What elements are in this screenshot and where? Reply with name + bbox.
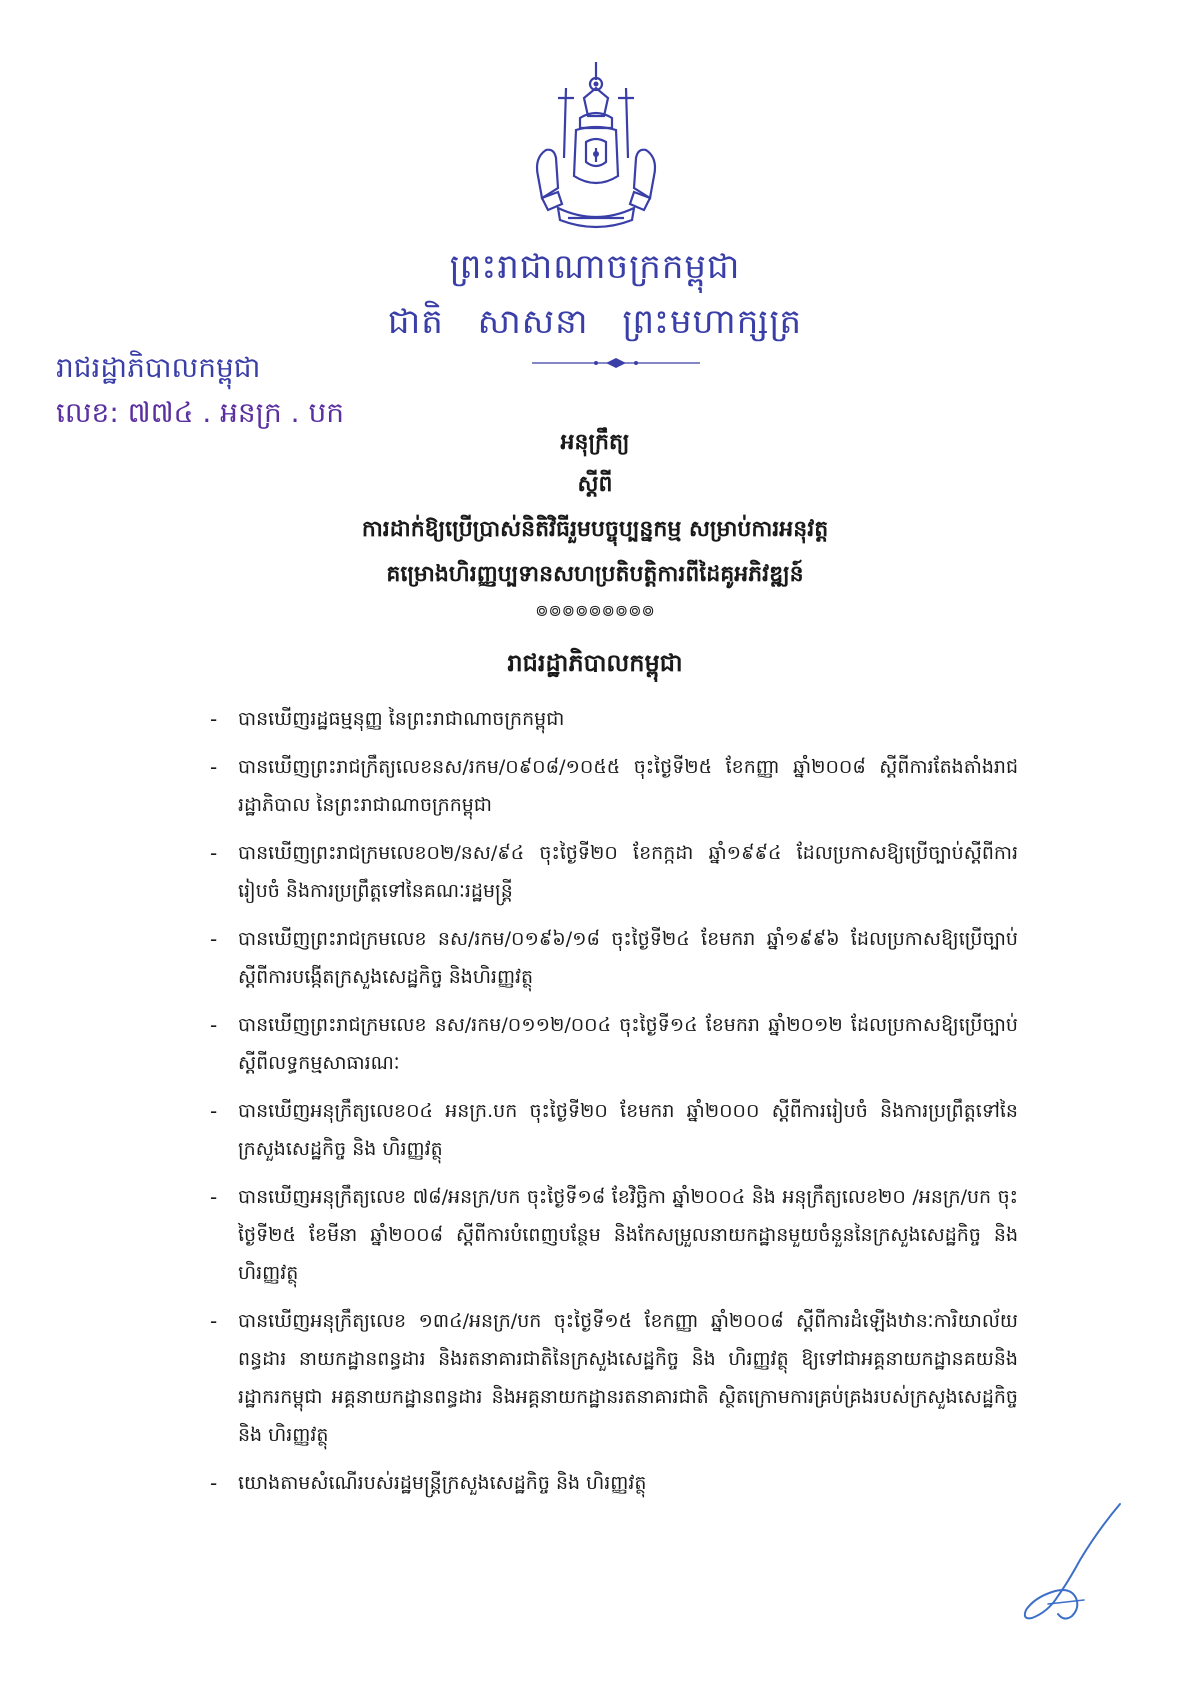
clause-item: [210, 1006, 1018, 1082]
royal-coat-of-arms-emblem: [528, 58, 664, 238]
clause-text: បានឃើញអនុក្រឹត្យលេខ០៤ អនក្រ.បក ចុះថ្ងៃទី២០ ខែមករា ឆ្នាំ២០០០ ស្ដីពីការរៀបចំ និងការប្រព្រឹត្តទៅនៃក្រសួងសេដ្ឋកិច្ច និង ហិរញ្ញវត្ថុ: [238, 1100, 1018, 1160]
clause-bullet: -: [210, 707, 218, 731]
clause-text: បានឃើញអនុក្រឹត្យលេខ ៧៨/អនក្រ/បក ចុះថ្ងៃទី១៨ ខែវិច្ឆិកា ឆ្នាំ២០០៤ និង អនុក្រឹត្យលេខ២០ /អនក្រ/បក ចុះថ្ងៃទី២៥ ខែមីនា ឆ្នាំ២០០៨ ស្ដីពីការបំពេញបន្ថែម និងកែសម្រួលនាយកដ្ឋានមួយចំនួននៃក្រសួងសេដ្ឋកិច្ច និង ហិរញ្ញវត្ថុ: [238, 1186, 1018, 1284]
clause-bullet: -: [210, 1309, 218, 1333]
clause-bullet: -: [210, 1099, 218, 1123]
document-type: អនុក្រឹត្យ: [560, 430, 630, 455]
title-connector: ស្ដីពី: [577, 472, 613, 497]
issuer-name: រាជរដ្ឋាភិបាលកម្ពុជា: [56, 351, 261, 384]
clause-text: បានឃើញរដ្ឋធម្មនុញ្ញ នៃព្រះរាជាណាចក្រកម្ពុជា: [238, 708, 565, 730]
clause-text: បានឃើញព្រះរាជក្រឹត្យលេខនស/រកម/០៩០៨/១០៥៥ ចុះថ្ងៃទី២៥ ខែកញ្ញា ឆ្នាំ២០០៨ ស្ដីពីការតែងតាំងរាជរដ្ឋាភិបាល នៃព្រះរាជាណាចក្រកម្ពុជា: [238, 756, 1018, 816]
clause-bullet: -: [210, 1471, 218, 1495]
clause-text: បានឃើញព្រះរាជក្រមលេខ០២/នស/៩៤ ចុះថ្ងៃទី២០ ខែកក្កដា ឆ្នាំ១៩៩៤ ដែលប្រកាសឱ្យប្រើច្បាប់ស្ដីពីការរៀបចំ និងការប្រព្រឹត្តទៅនៃគណៈរដ្ឋមន្ត្រី: [238, 842, 1018, 902]
clause-bullet: -: [210, 927, 218, 951]
clause-text: បានឃើញព្រះរាជក្រមលេខ នស/រកម/០១៩៦/១៨ ចុះថ្ងៃទី២៤ ខែមករា ឆ្នាំ១៩៩៦ ដែលប្រកាសឱ្យប្រើច្បាប់ស្ដីពីការបង្កើតក្រសួងសេដ្ឋកិច្ច និងហិរញ្ញវត្ថុ: [238, 928, 1018, 988]
handwritten-signature: [1018, 1500, 1128, 1625]
title-line-1: ការដាក់ឱ្យប្រើប្រាស់និតិវិធីរួមបច្ចុប្បន្នកម្ម សម្រាប់ការអនុវត្ត: [361, 517, 829, 542]
title-line-2: គម្រោងហិរញ្ញប្បទានសហប្រតិបត្តិការពីដៃគូអភិវឌ្ឍន៍: [386, 562, 804, 587]
clause-text: យោងតាមសំណើរបស់រដ្ឋមន្ត្រីក្រសួងសេដ្ឋកិច្ច និង ហិរញ្ញវត្ថុ: [238, 1472, 647, 1494]
clause-item: [210, 1178, 1018, 1292]
clause-item: [210, 1092, 1018, 1168]
clause-bullet: -: [210, 755, 218, 779]
clause-bullet: -: [210, 1185, 218, 1209]
clause-item: [210, 700, 1018, 738]
kingdom-title: ព្រះរាជាណាចក្រកម្ពុជា: [449, 247, 741, 287]
clause-text: បានឃើញព្រះរាជក្រមលេខ នស/រកម/០១១២/០០៤ ចុះថ្ងៃទី១៤ ខែមករា ឆ្នាំ២០១២ ដែលប្រកាសឱ្យប្រើច្បាប់ស្ដីពីលទ្ធកម្មសាធារណៈ: [238, 1014, 1018, 1074]
title-ornament: ៙៙៙៙៙៙៙៙៙: [535, 601, 655, 620]
national-motto: ជាតិ សាសនា ព្រះមហាក្សត្រ: [387, 302, 803, 342]
clause-item: [210, 920, 1018, 996]
clause-text: បានឃើញអនុក្រឹត្យលេខ ១៣៤/អនក្រ/បក ចុះថ្ងៃទី១៥ ខែកញ្ញា ឆ្នាំ២០០៨ ស្ដីពីការដំឡើងឋានៈការិយាល័យពន្ធដារ នាយកដ្ឋានពន្ធដារ និងរតនាគារជាតិនៃក្រសួងសេដ្ឋកិច្ច និង ហិរញ្ញវត្ថុ ឱ្យទៅជាអគ្គនាយកដ្ឋានគយនិងរដ្ឋាករកម្ពុជា អគ្គនាយកដ្ឋានពន្ធដារ និងអគ្គនាយកដ្ឋានរតនាគារជាតិ ស្ថិតក្រោមការគ្រប់គ្រងរបស់ក្រសួងសេដ្ឋកិច្ច និង ហិរញ្ញវត្ថុ: [238, 1310, 1018, 1446]
clause-bullet: -: [210, 841, 218, 865]
ornamental-divider: [532, 356, 700, 370]
clause-item: [210, 834, 1018, 910]
clause-list: [210, 700, 1018, 1512]
clause-item: [210, 748, 1018, 824]
clause-bullet: -: [210, 1013, 218, 1037]
document-number: លេខ: ៧៧៤ . អនក្រ . បក: [56, 396, 345, 429]
body-subject: រាជរដ្ឋាភិបាលកម្ពុជា: [507, 649, 683, 677]
clause-item: [210, 1464, 1018, 1502]
clause-item: [210, 1302, 1018, 1454]
